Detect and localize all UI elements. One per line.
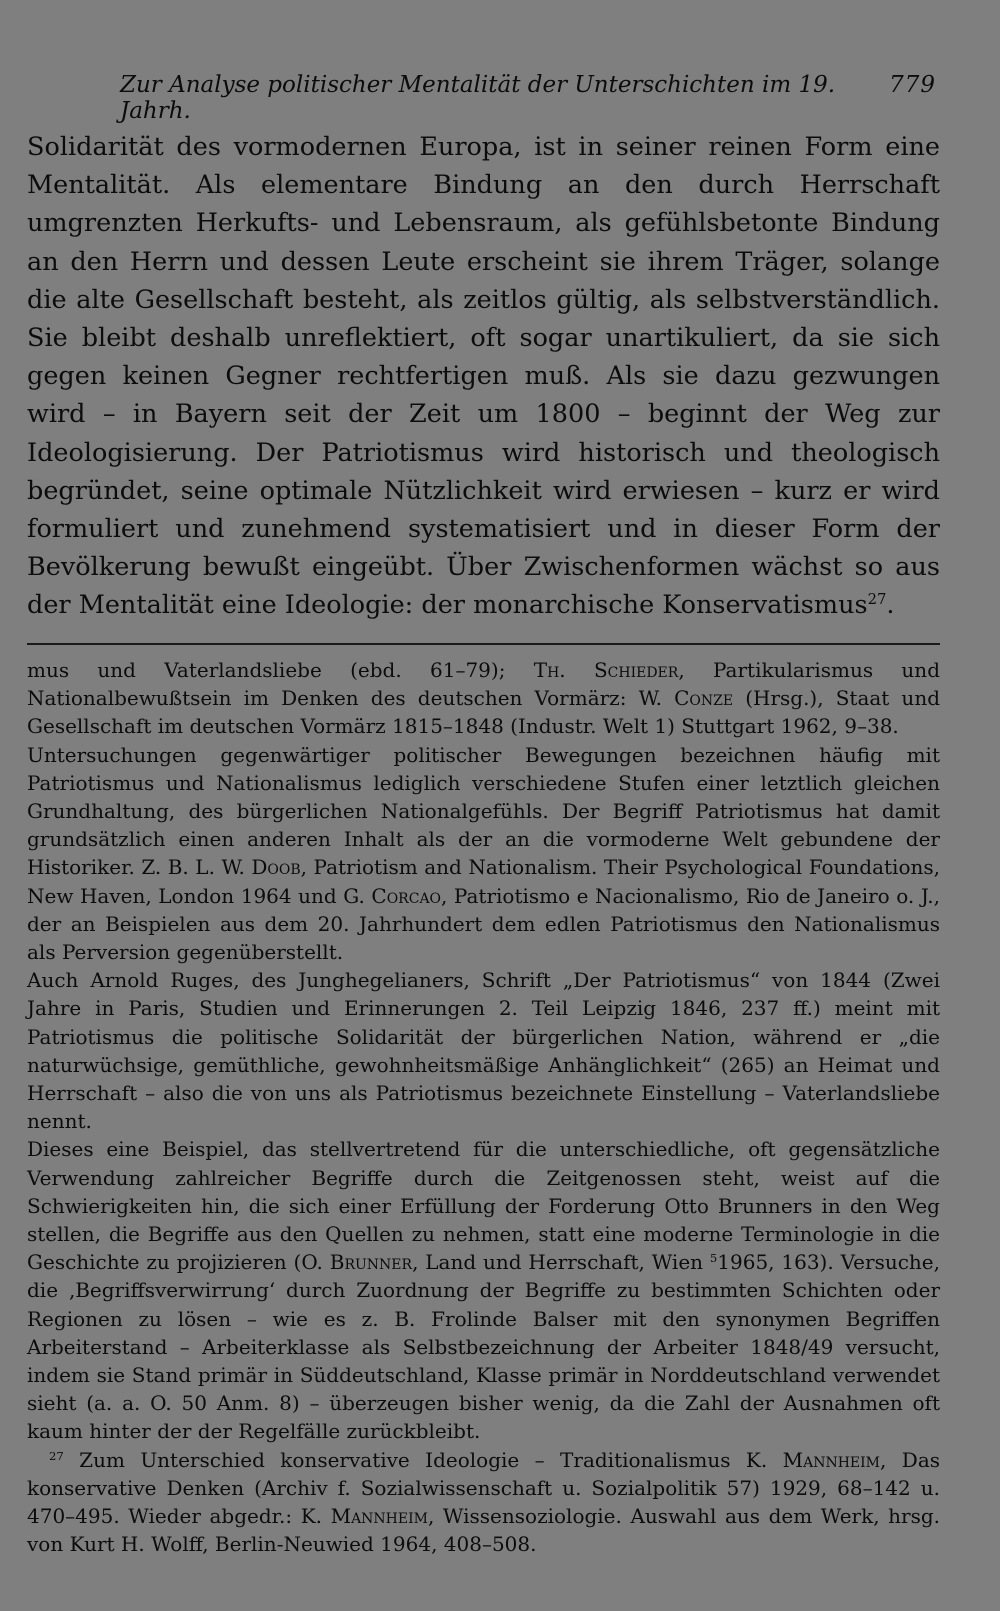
footnote-text: , Partikularismus und Nationalbewußtsein im Denken des deutschen Vormärz: W. [27,658,940,711]
footnote-continued [27,656,940,741]
footnote-text: mus und Vaterlandsliebe (ebd. 61–79); [27,658,534,682]
main-text [27,128,940,625]
footnote-paragraph-3: Auch Arnold Ruges, des Junghegelianers, Schrift „Der Patriotismus“ von 1844 (Zwei Jahre in Paris, Studien und Erinnerungen 2. Teil Leipzig 1846, 237 ff.) meint mit Patriotismus die politische Solidarität der bürgerlichen Nation, während er „die naturwüchsige, gemüthliche, gewohnheitsmäßige Anhänglichkeit“ (265) an Heimat und Herrschaft – also die von uns als Patriotismus bezeichnete Einstellung – Vaterlandsliebe nennt. [27,968,940,1134]
page-number: 779 [889,72,936,98]
author-name: Conze [674,686,734,711]
footnote-text: Zum Unterschied konservative Ideologie – Traditionalismus K. [63,1447,783,1472]
author-name: Th. Schieder [533,658,679,682]
footnote-text: , Wissensoziologie. Auswahl aus dem Werk, hrsg. von Kurt H. Wolff, Berlin-Neuwied 1964, 408–508. [27,1504,941,1557]
footnote-separator [27,643,940,645]
author-name: Doob [251,855,301,880]
body-paragraph [27,128,940,625]
running-head [120,72,936,124]
author-name: Mannheim [330,1504,428,1529]
running-head-title: Zur Analyse politischer Mentalität der Unterschichten im 19. Jahrh. [120,72,836,124]
edition-superscript: 5 [709,1251,718,1266]
footnote-marker-27: 27 [49,1448,64,1463]
footnote-text: 1965, 163). Versuche, die ‚Begriffsverwirrung‘ durch Zuordnung der Begriffe zu bestimmten Schichten oder Regionen zu lösen – wie es z. B. Frolinde Balser mit den synonymen Begriffen Arbeiterstand – Arbeiterklasse als Selbstbezeichnung der Arbeiter 1848/49 versucht, indem sie Stand primär in Süddeutschland, Klasse primär in Norddeutschland verwendet sieht (a. a. O. 50 Anm. 8) – überzeugen bisher wenig, da die Zahl der Ausnahmen oft kaum hinter der der Regelfälle zurückbleibt. [27,1250,940,1444]
body-paragraph-end: . [886,590,895,621]
footnote-paragraph-4 [27,1135,940,1445]
footnote-text: , Das konservative Denken (Archiv f. Sozialwissenschaft u. Sozialpolitik 57) 1929, 68–142 u. 470–495. Wieder abgedr.: K. [27,1447,941,1529]
author-name: Mannheim [782,1447,881,1472]
footnote-paragraph-2 [27,741,940,967]
footnotes [27,656,940,1559]
body-paragraph-text: Solidarität des vormodernen Europa, ist in seiner reinen Form eine Mentalität. Als elementare Bindung an den durch Herrschaft umgrenzten Herkufts- und Lebensraum, als gefühlsbetonte Bindung an den Herrn und dessen Leute erscheint sie ihrem Träger, solange die alte Gesellschaft besteht, als zeitlos gültig, als selbstverständlich. Sie bleibt deshalb unreflektiert, oft sogar unartikuliert, da sie sich gegen keinen Gegner rechtfertigen muß. Als sie dazu gezwungen wird – in Bayern seit der Zeit um 1800 – beginnt der Weg zur Ideologisierung. Der Patriotismus wird historisch und theologisch begründet, seine optimale Nützlichkeit wird erwiesen – kurz er wird formuliert und zunehmend systematisiert und in dieser Form der Bevölkerung bewußt eingeübt. Über Zwischenformen wächst so aus der Mentalität eine Ideologie: der monarchische Konservatismus [27,132,940,621]
footnote-text: , Land und Herrschaft, Wien [412,1250,710,1275]
footnote-text: , Patriotismo e Nacionalismo, Rio de Janeiro o. J., der an Beispielen aus dem 20. Jahrhundert dem edlen Patriotismus den Nationalismus als Perversion gegenüberstellt. [27,883,941,965]
footnote-text: Dieses eine Beispiel, das stellvertretend für die unterschiedliche, oft gegensätzliche Verwendung zahlreicher Begriffe durch die Zeitgenossen steht, weist auf die Schwierigkeiten hin, die sich einer Erfüllung der Forderung Otto Brunners in den Weg stellen, die Begriffe aus den Quellen zu nehmen, statt eine moderne Terminologie in die Geschichte zu projizieren (O. [27,1137,940,1275]
author-name: Brunner [329,1250,413,1275]
footnote-27 [27,1446,940,1559]
footnote-text: Untersuchungen gegenwärtiger politischer Bewegungen bezeichnen häufig mit Patriotismus und Nationalismus lediglich verschiedene Stufen einer letztlich gleichen Grundhaltung, des bürgerlichen Nationalgefühls. Der Begriff Patriotismus hat damit grundsätzlich einen anderen Inhalt als der an die vormoderne Welt gebundene der Historiker. Z. B. L. W. [27,742,940,880]
footnote-reference-27: 27 [867,591,887,609]
footnote-text: (Hrsg.), Staat und Gesellschaft im deutschen Vormärz 1815–1848 (Industr. Welt 1) Stuttgart 1962, 9–38. [27,686,940,739]
footnote-text: , Patriotism and Nationalism. Their Psychological Foundations, New Haven, London 1964 und G. [27,855,940,908]
author-name: Corcao [371,883,442,908]
